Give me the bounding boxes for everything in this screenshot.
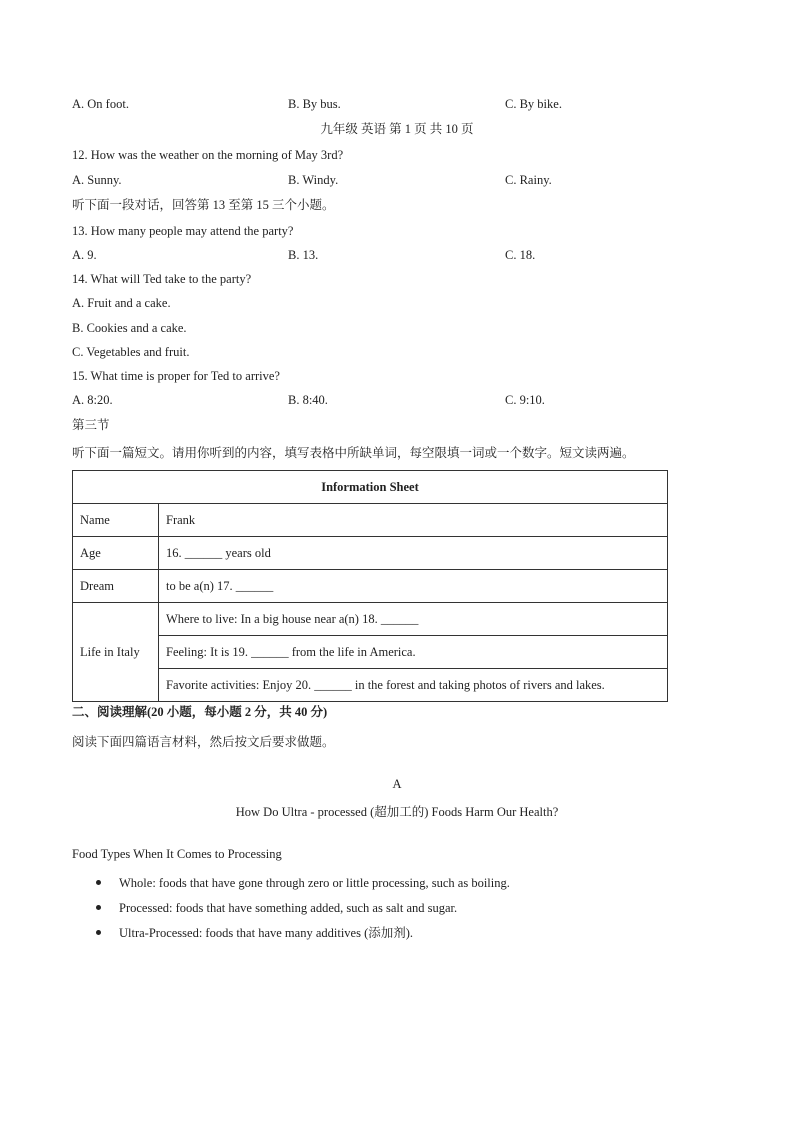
row-value-feeling: Feeling: It is 19. ______ from the life in America.: [159, 636, 668, 669]
q13-option-c: C. 18.: [505, 248, 536, 262]
q12-option-b: B. Windy.: [288, 173, 339, 187]
passage-a-subheading: Food Types When It Comes to Processing: [72, 847, 282, 861]
table-row: [73, 636, 668, 669]
q13-question: 13. How many people may attend the party?: [72, 224, 294, 238]
q14-option-b: B. Cookies and a cake.: [72, 321, 187, 335]
q14-question: 14. What will Ted take to the party?: [72, 272, 252, 286]
q11-option-c: C. By bike.: [505, 97, 562, 111]
section3-title: 第三节: [72, 418, 110, 432]
q15-option-c: C. 9:10.: [505, 393, 545, 407]
page-footer: 九年级 英语 第 1 页 共 10 页: [320, 122, 474, 136]
part2-title: 二、阅读理解(20 小题，每小题 2 分，共 40 分): [72, 705, 328, 719]
section3-instruction: 听下面一篇短文。请用你听到的内容，填写表格中所缺单词，每空限填一词或一个数字。短文读两遍。: [72, 446, 635, 460]
list-item: [72, 875, 510, 900]
row-key-name: Name: [73, 504, 159, 537]
list-item-text: Processed: foods that have something added, such as salt and sugar.: [119, 901, 458, 915]
row-value-name: Frank: [159, 504, 668, 537]
table-header-row: [73, 471, 668, 504]
list-item: [72, 925, 510, 950]
passage-a-label: A: [392, 777, 402, 791]
information-sheet-table: [72, 470, 668, 702]
q14-option-c: C. Vegetables and fruit.: [72, 345, 190, 359]
row-key-age: Age: [73, 537, 159, 570]
list-item-text: Ultra-Processed: foods that have many additives (添加剂).: [119, 926, 414, 940]
q14-option-a: A. Fruit and a cake.: [72, 296, 171, 310]
instruction-13-15: 听下面一段对话，回答第 13 至第 15 三个小题。: [72, 198, 335, 212]
list-item: [72, 900, 510, 925]
bullet-icon: [96, 905, 101, 910]
q15-question: 15. What time is proper for Ted to arrive?: [72, 369, 280, 383]
q12-question: 12. How was the weather on the morning of May 3rd?: [72, 148, 344, 162]
row-value-dream: to be a(n) 17. ______: [159, 570, 668, 603]
table-row: [73, 603, 668, 636]
part2-instruction: 阅读下面四篇语言材料，然后按文后要求做题。: [72, 735, 335, 749]
q15-option-a: A. 8:20.: [72, 393, 113, 407]
row-value-where-to-live: Where to live: In a big house near a(n) 18. ______: [159, 603, 668, 636]
table-row: [73, 669, 668, 702]
row-value-age: 16. ______ years old: [159, 537, 668, 570]
q12-option-c: C. Rainy.: [505, 173, 552, 187]
q11-option-b: B. By bus.: [288, 97, 341, 111]
q15-option-b: B. 8:40.: [288, 393, 328, 407]
table-row: [73, 537, 668, 570]
row-value-favorite-activities: Favorite activities: Enjoy 20. ______ in the forest and taking photos of rivers and lakes.: [159, 669, 668, 702]
food-types-list: [72, 875, 510, 950]
information-sheet-title: Information Sheet: [73, 471, 668, 504]
bullet-icon: [96, 930, 101, 935]
bullet-icon: [96, 880, 101, 885]
q13-option-b: B. 13.: [288, 248, 319, 262]
q11-option-a: A. On foot.: [72, 97, 129, 111]
list-item-text: Whole: foods that have gone through zero or little processing, such as boiling.: [119, 876, 510, 890]
passage-a-title: How Do Ultra - processed (超加工的) Foods Harm Our Health?: [235, 805, 559, 819]
table-row: [73, 570, 668, 603]
row-key-life-in-italy: Life in Italy: [73, 603, 159, 702]
q13-option-a: A. 9.: [72, 248, 97, 262]
table-row: [73, 504, 668, 537]
row-key-dream: Dream: [73, 570, 159, 603]
q12-option-a: A. Sunny.: [72, 173, 122, 187]
